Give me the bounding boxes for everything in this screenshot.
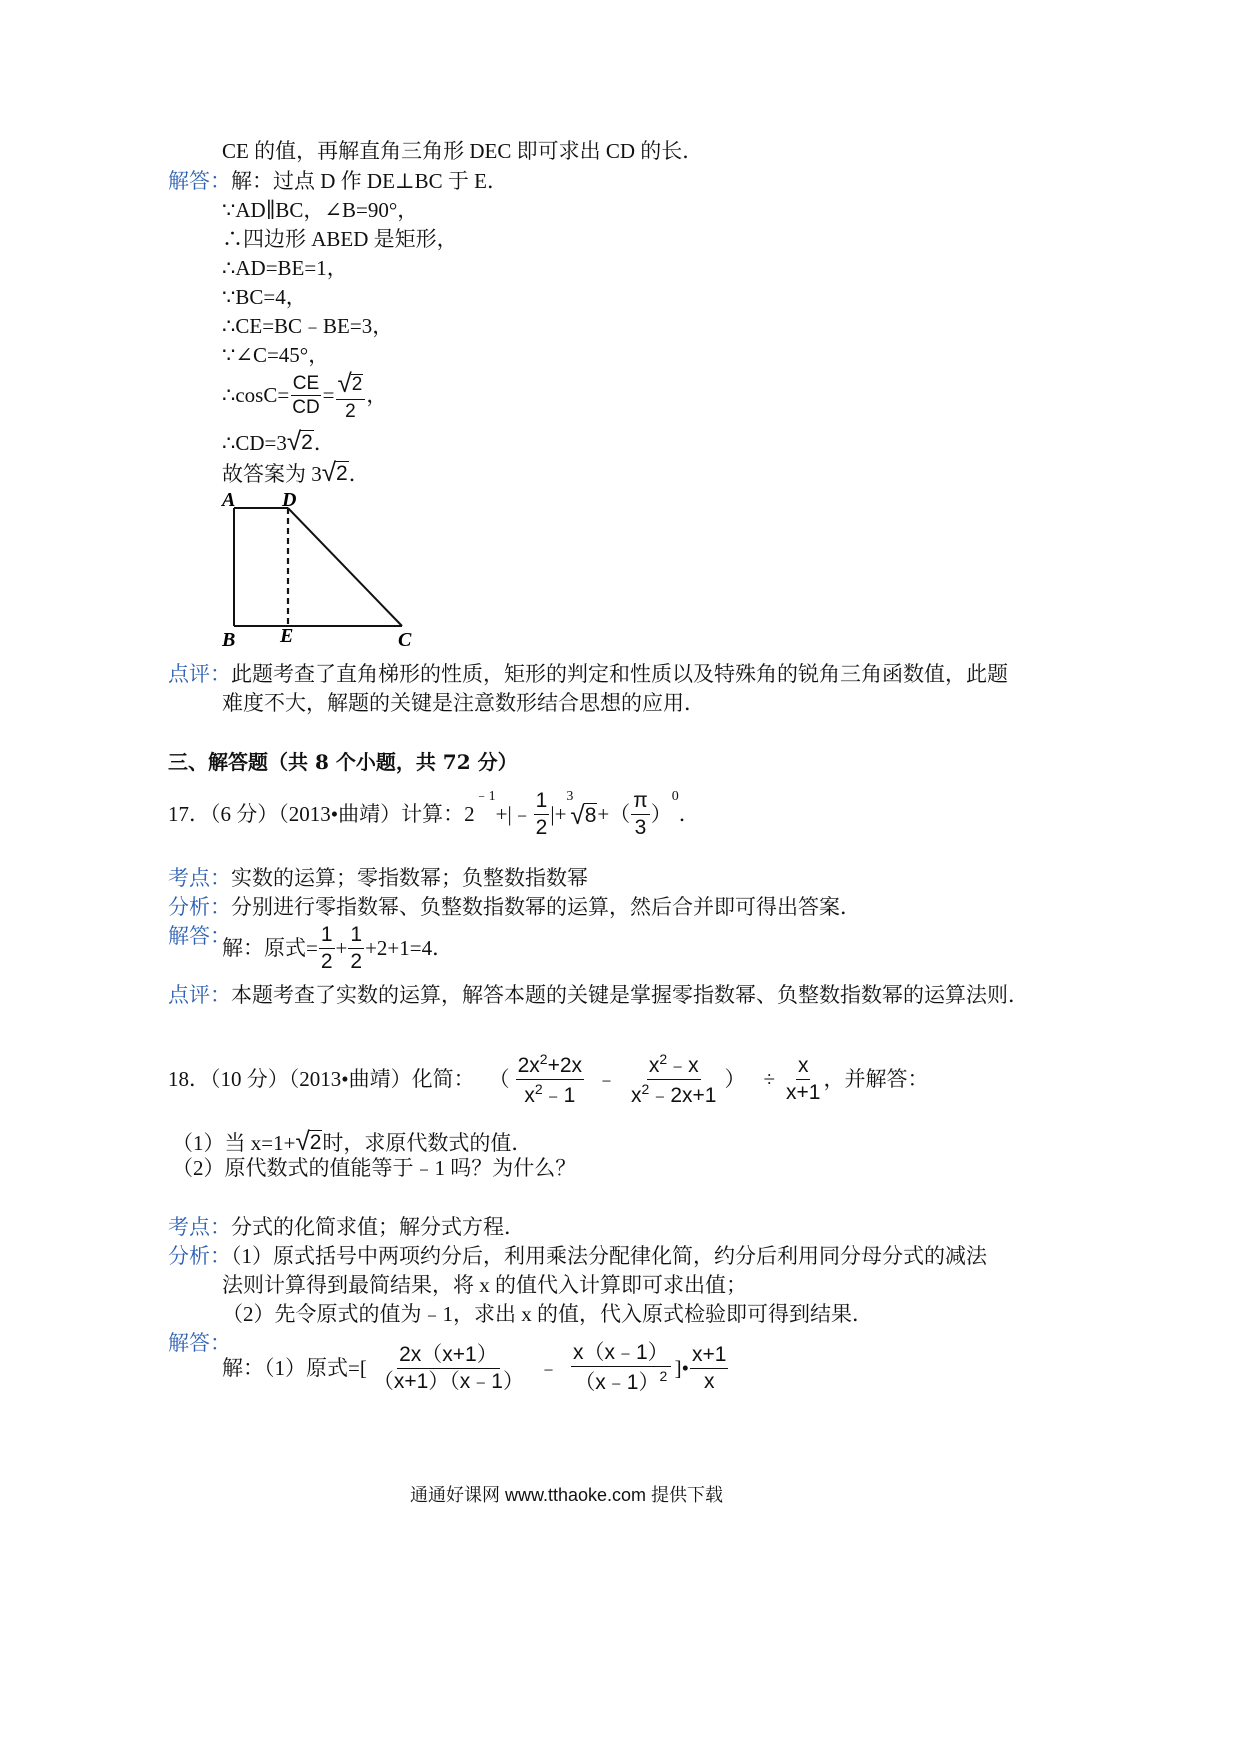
- fraction: $\frac{1}{2}$: [320, 923, 333, 974]
- step-line: ∵AD∥BC，∠B=90°，: [222, 198, 419, 222]
- analysis-text: （2）先令原式的值为﹣1，求出 x 的值，代入原式检验即可得到结果．: [222, 1302, 873, 1326]
- fraction-half: $\frac{1}{2}$: [535, 789, 548, 840]
- sqrt-symbol: √ 2: [337, 368, 363, 398]
- q17-head: 17．（6 分）（2013•曲靖）计算：2: [168, 802, 475, 827]
- equals: =: [322, 383, 335, 408]
- kaodian-row: 考点：实数的运算；零指数幂；负整数指数幂: [168, 866, 588, 890]
- step-line: ∵BC=4，: [222, 285, 307, 309]
- fraction: $\frac{x+1}{x}$: [692, 1342, 727, 1393]
- fraction-3: $\frac{x}{x+1}$: [786, 1054, 821, 1105]
- label-b: B: [222, 629, 236, 650]
- text-line: CE 的值，再解直角三角形 DEC 即可求出 CD 的长．: [222, 139, 704, 163]
- fraction-pi-3: $\frac{\pi}{3}$: [633, 789, 648, 840]
- fraction: $\frac{1}{2}$: [350, 923, 363, 974]
- cube-root: √ 8: [570, 799, 597, 830]
- numerator: CE: [291, 374, 321, 397]
- trapezoid-figure: [216, 490, 426, 650]
- dianping-label: 点评：: [168, 662, 231, 686]
- fraction-2: $\frac{x^2﹣x}{x^2﹣2x+1}$: [631, 1051, 717, 1108]
- step-line: ∵∠C=45°，: [222, 343, 330, 367]
- label-e: E: [280, 625, 294, 647]
- cube-index: 3: [566, 789, 574, 804]
- label-a: A: [222, 490, 236, 511]
- dianping-label: 点评：: [168, 983, 231, 1007]
- q17-solution: 解：原式= $\frac{1}{2}$ + $\frac{1}{2}$ +2+1=4．: [222, 923, 454, 974]
- jieda-row: [168, 171, 508, 192]
- exponent: ﹣1: [474, 789, 496, 804]
- jieda-label: 解答：: [168, 1331, 231, 1355]
- segment-dc: [288, 508, 402, 626]
- denominator: 2: [345, 400, 356, 422]
- sqrt-symbol: √ 2: [286, 426, 313, 456]
- comment-text: 难度不大，解题的关键是注意数形结合思想的应用．: [222, 691, 705, 715]
- dianping-row: [168, 664, 1008, 685]
- denominator: CD: [292, 397, 320, 419]
- fraction: $\frac{2x(x+1)}{(x+1)(x﹣1)}$: [372, 1342, 524, 1393]
- answer-line: 故答案为 3 √ 2 ．: [222, 457, 370, 487]
- fenxi-label: 分析：: [168, 1244, 231, 1268]
- step-line: ∴CE=BC﹣BE=3，: [222, 314, 394, 338]
- fenxi-row: 分析：（1）原式括号中两项约分后，利用乘法分配律化简，约分后利用同分母分式的减法: [168, 1244, 987, 1268]
- q18-part-1: （1）当 x=1+ √ 2 时，求原代数式的值．: [172, 1126, 533, 1156]
- solution-text: 解：过点 D 作 DE⊥BC 于 E．: [231, 169, 508, 193]
- q18-part-2: （2）原代数式的值能等于﹣1 吗？为什么？: [172, 1156, 577, 1180]
- fenxi-label: 分析：: [168, 895, 231, 919]
- question-17: 17．（6 分）（2013•曲靖）计算：2 ﹣1 +|﹣ $\frac{1}{2}$ |+ 3 √ 8 +（ $\frac{\pi}{3}$ ） 0 ．: [168, 789, 700, 840]
- step-line: ∴四边形 ABED 是矩形，: [222, 227, 458, 251]
- label-d: D: [282, 490, 297, 511]
- cd-line: ∴CD=3 √ 2 ．: [222, 426, 335, 456]
- dianping-row: 点评：本题考查了实数的运算，解答本题的关键是掌握零指数幂、负整数指数幂的运算法则．: [168, 983, 1029, 1007]
- question-18: 18．（10 分）（2013•曲靖）化简： （ $\frac{2x^2+2x}{x^2﹣1}$ ﹣ $\frac{x^2﹣x}{x^2﹣2x+1}$ ） ÷ $\frac{x}{x+1}$ ，并解答：: [168, 1051, 929, 1108]
- kaodian-row: 考点：分式的化简求值；解分式方程．: [168, 1215, 525, 1239]
- fenxi-row: 分析：分别进行零指数幂、负整数指数幂的运算，然后合并即可得出答案．: [168, 895, 861, 919]
- kaodian-label: 考点：: [168, 1215, 231, 1239]
- fraction-1: $\frac{2x^2+2x}{x^2﹣1}$: [517, 1051, 583, 1108]
- analysis-text: 法则计算得到最简结果，将 x 的值代入计算即可求出值；: [222, 1273, 747, 1297]
- label-c: C: [398, 629, 412, 650]
- step-line: ∴AD=BE=1，: [222, 256, 348, 280]
- kaodian-label: 考点：: [168, 866, 231, 890]
- q18-solution: 解：（1）原式=[ $\frac{2x(x+1)}{(x+1)(x﹣1)}$ ﹣ $\frac{x(x﹣1)}{(x﹣1)^2}$ ]• $\frac{x+1}{x}$: [222, 1341, 727, 1395]
- comment-text: 此题考查了直角梯形的性质，矩形的判定和性质以及特殊角的锐角三角函数值，此题: [231, 662, 1008, 686]
- page-footer: 通通好课网 www.tthaoke.com 提供下载: [410, 1485, 724, 1505]
- sqrt-symbol: √ 2: [321, 457, 348, 487]
- fraction-sqrt2-2: [336, 370, 366, 422]
- comma: ，: [366, 383, 388, 408]
- exponent: 0: [671, 789, 679, 804]
- sqrt-symbol: √ 2: [295, 1126, 322, 1156]
- fraction-ce-cd: [290, 374, 321, 419]
- cos-prefix: ∴cosC=: [222, 383, 290, 408]
- jieda-label: 解答：: [168, 169, 231, 193]
- fraction: $\frac{x(x﹣1)}{(x﹣1)^2}$: [572, 1341, 669, 1395]
- section-title: 三、解答题（共 8 个小题，共 72 分）: [168, 750, 518, 774]
- jieda-label: 解答：: [168, 924, 231, 948]
- cos-line: [222, 370, 387, 422]
